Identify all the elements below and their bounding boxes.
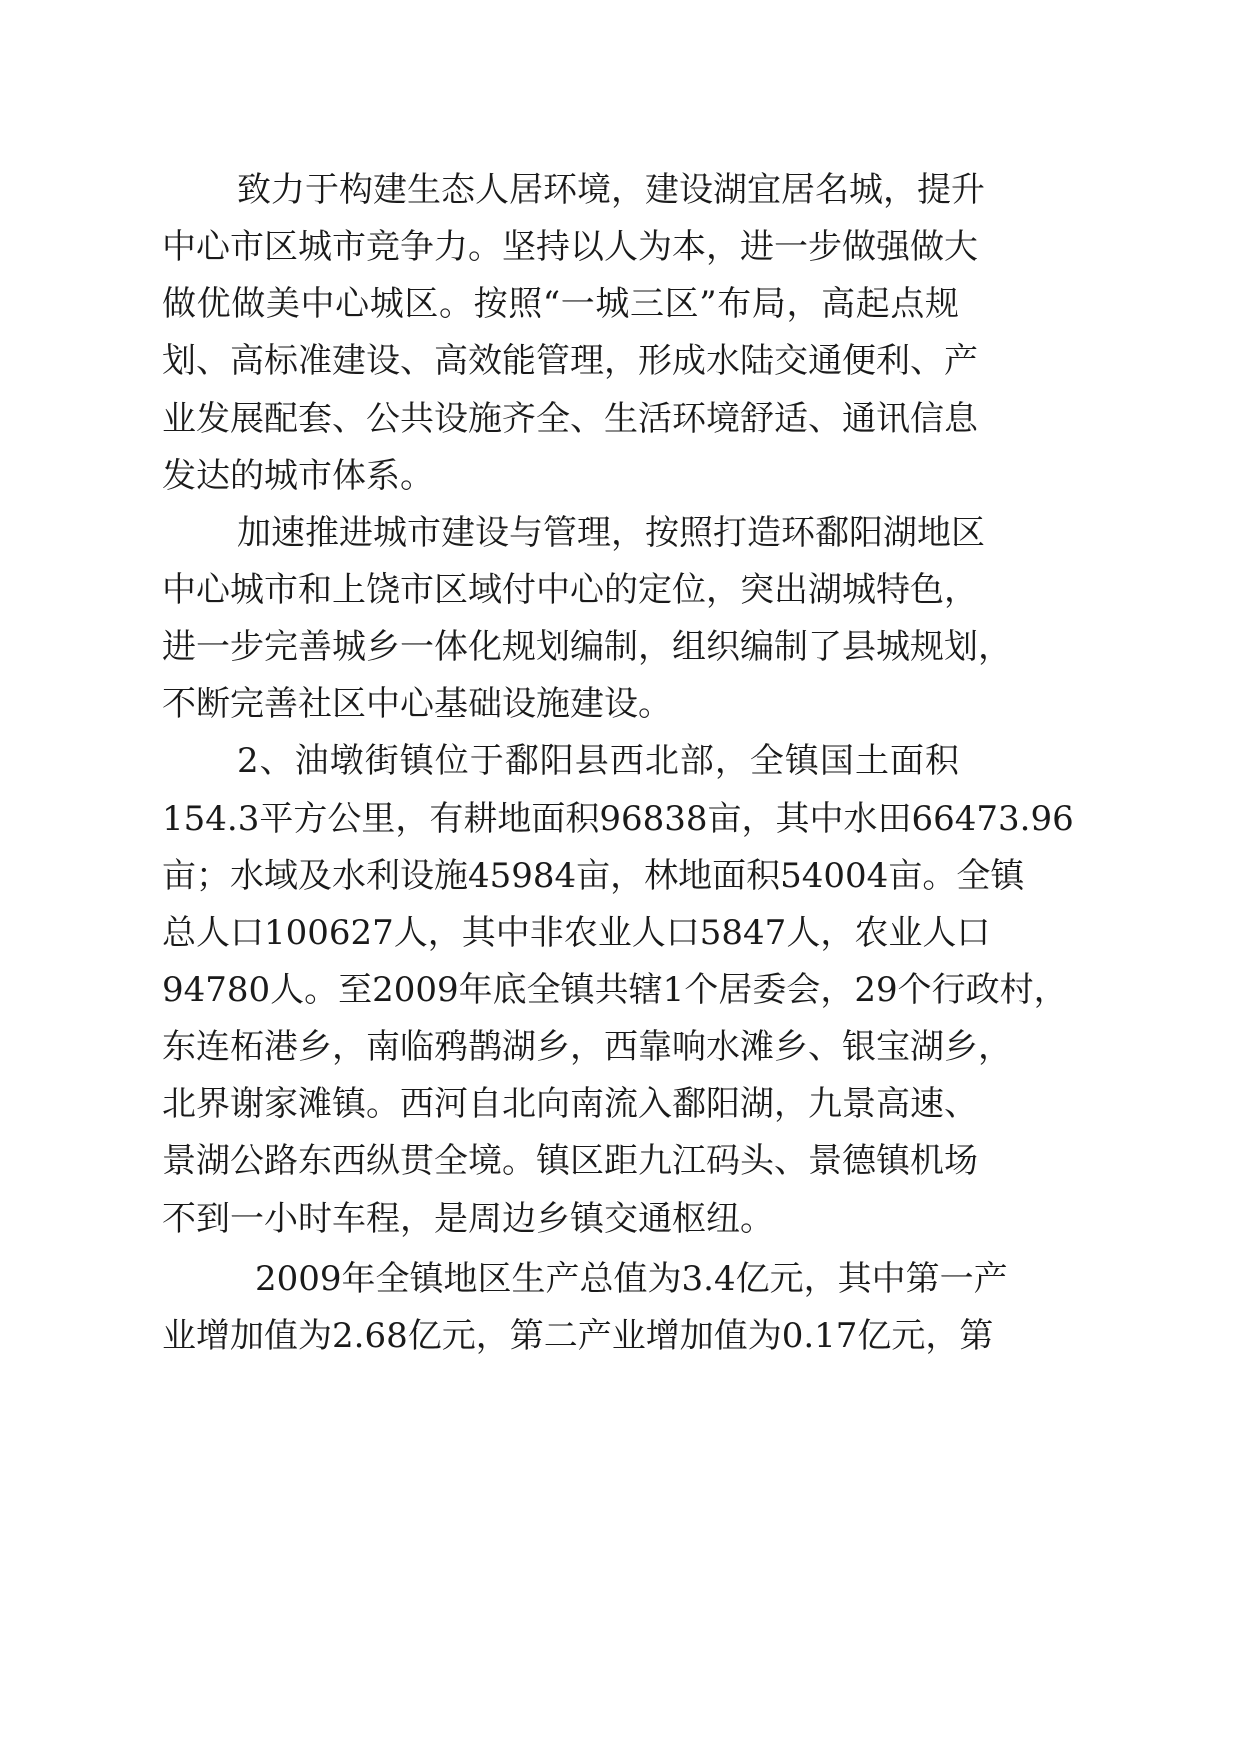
paragraph-line: 不断完善社区中心基础设施建设。 (162, 684, 672, 724)
paragraph-line: 景湖公路东西纵贯全境。镇区距九江码头、景德镇机场 (162, 1141, 978, 1181)
paragraph-line: 东连柘港乡，南临鸦鹊湖乡，西靠响水滩乡、银宝湖乡， (162, 1027, 1012, 1067)
paragraph-line: 总人口100627人，其中非农业人口5847人，农业人口 (162, 913, 991, 953)
paragraph-line: 划、高标准建设、高效能管理，形成水陆交通便利、产 (162, 341, 978, 381)
paragraph-line: 发达的城市体系。 (162, 456, 434, 496)
paragraph-line: 进一步完善城乡一体化规划编制，组织编制了县城规划， (162, 627, 1012, 667)
paragraph-line: 致力于构建生态人居环境，建设湖宜居名城，提升 (237, 170, 985, 210)
paragraph-line: 2009年全镇地区生产总值为3.4亿元，其中第一产 (255, 1259, 1008, 1299)
paragraph-line: 中心市区城市竞争力。坚持以人为本，进一步做强做大 (162, 227, 978, 267)
paragraph-line: 2、油墩街镇位于鄱阳县西北部，全镇国土面积 (237, 741, 959, 781)
paragraph-line: 94780人。至2009年底全镇共辖1个居委会，29个行政村， (162, 970, 1068, 1010)
paragraph-line: 做优做美中心城区。按照“一城三区”布局，高起点规 (162, 284, 959, 324)
paragraph-line: 北界谢家滩镇。西河自北向南流入鄱阳湖，九景高速、 (162, 1084, 978, 1124)
paragraph-line: 中心城市和上饶市区域付中心的定位，突出湖城特色， (162, 570, 978, 610)
paragraph-line: 亩；水域及水利设施45984亩，林地面积54004亩。全镇 (162, 856, 1025, 896)
paragraph-line: 业发展配套、公共设施齐全、生活环境舒适、通讯信息 (162, 399, 978, 439)
paragraph-line: 加速推进城市建设与管理，按照打造环鄱阳湖地区 (237, 513, 985, 553)
paragraph-line: 154.3平方公里，有耕地面积96838亩，其中水田66473.96 (162, 799, 1074, 839)
paragraph-line: 业增加值为2.68亿元，第二产业增加值为0.17亿元，第 (162, 1316, 994, 1356)
paragraph-line: 不到一小时车程，是周边乡镇交通枢纽。 (162, 1199, 774, 1239)
